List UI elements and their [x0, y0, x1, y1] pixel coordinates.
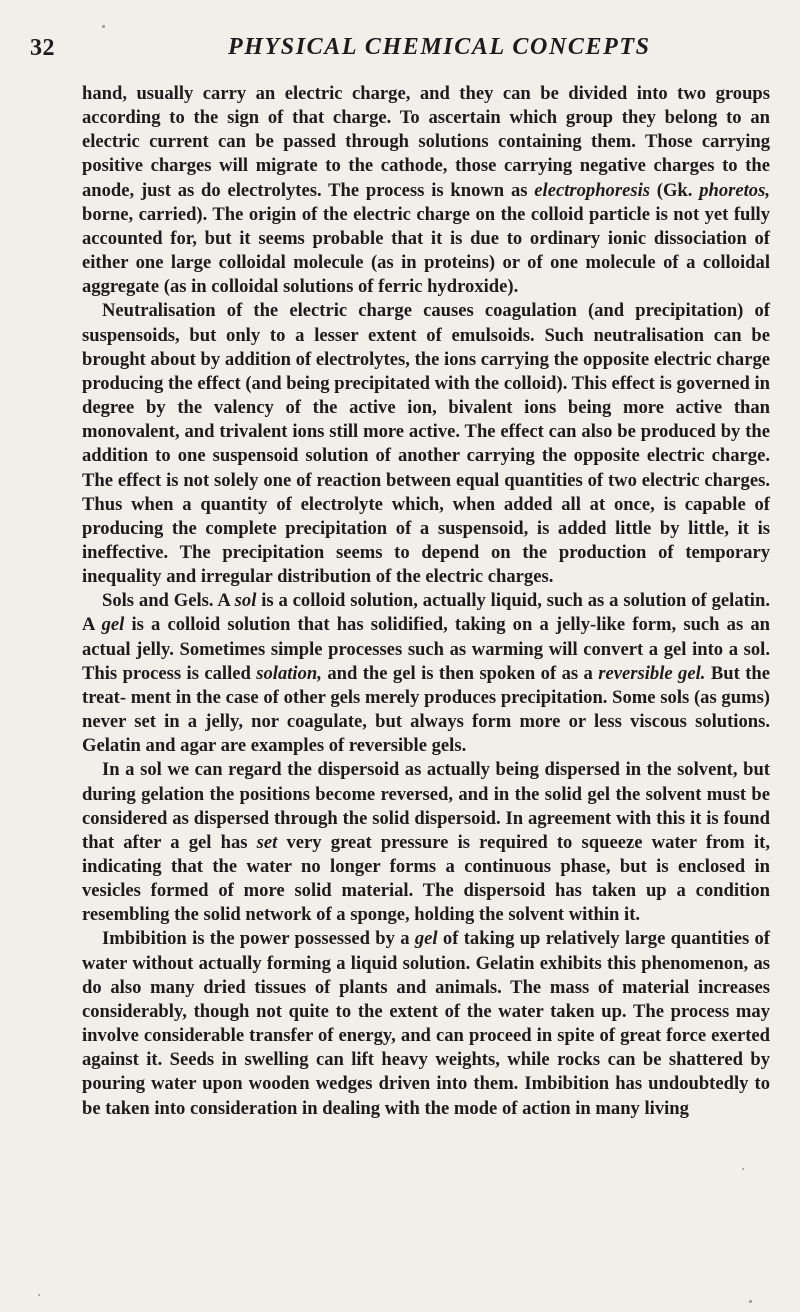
run-in-heading: Sols and Gels. — [102, 590, 214, 612]
text-run: of taking up relatively large quantities of water without actually forming a liquid solution. Gelatin exhibits this phenomenon, as do also many dried tissues of plants and animals. The mass of material increases considerably, though not quite to the extent of the water taken up. The process may involve considerable transfer of energy, and can proceed in spite of great force exerted against it. Seeds in swelling can lift heavy weights, while rocks can be shattered by pouring water upon wooden wedges driven into them. Imbibition has undoubtedly to be taken into consideration in dealing with the mode of action in many living — [82, 928, 770, 1119]
paragraph — [82, 758, 770, 927]
paragraph — [82, 589, 770, 758]
italic-term: solation, — [256, 662, 322, 684]
print-speck — [102, 25, 105, 28]
italic-term: phoretos, — [699, 179, 770, 201]
italic-term: set — [256, 831, 278, 853]
print-speck — [742, 1168, 744, 1170]
paragraph — [82, 299, 770, 589]
text-run: But the treat- ment in the case of other gels merely produces precipitation. Some sols (as gums) never set in a jelly, nor coagulate, but always form more or less viscous solutions. Gelatin and agar are examples of reversible gels. — [82, 662, 770, 757]
text-run: is a colloid solution, actually liquid, such as a solution of gelatin. A — [82, 590, 770, 636]
text-run: is the power possessed by a — [186, 928, 415, 950]
italic-term: reversible gel. — [598, 662, 706, 684]
italic-term: gel — [414, 928, 438, 950]
text-run: is a colloid solution that has solidified, taking on a jelly-like form, such as an actual jelly. Sometimes simple processes such as warming will convert a gel into a sol. This process is called — [82, 614, 770, 684]
text-run: borne, carried). The origin of the electric charge on the colloid particle is not yet fully accounted for, but it seems probable that it is due to ordinary ionic dissociation of either one large colloidal molecule (as in proteins) or of one molecule of a colloidal aggregate (as in colloidal solutions of ferric hydroxide). — [82, 203, 770, 298]
paragraph — [82, 82, 770, 299]
paragraph — [82, 927, 770, 1120]
text-run: A — [213, 590, 235, 612]
page-number: 32 — [30, 35, 55, 61]
text-run: very great pressure is required to squeeze water from it, indicating that the water no longer forms a continuous phase, but is enclosed in vesicles formed of more solid material. The dispersoid has taken up a condition resembling the solid network of a sponge, holding the solvent within it. — [82, 831, 770, 926]
run-in-heading: Imbibition — [102, 928, 187, 950]
page-header — [0, 28, 800, 68]
text-run: hand, usually carry an electric charge, and they can be divided into two groups according to the sign of that charge. To ascertain which group they belong to an electric current can be passed through solutions containing them. Those carrying positive charges will migrate to the cathode, those carrying negative charges to the anode, just as do electrolytes. The process is known as — [82, 83, 770, 201]
body-text — [82, 82, 770, 1121]
italic-term: electrophoresis — [534, 179, 650, 201]
print-speck — [38, 1294, 40, 1296]
text-run: and the gel is then spoken of as a — [321, 662, 599, 684]
italic-term: sol — [234, 590, 257, 612]
text-run: (Gk. — [649, 179, 700, 201]
running-head: PHYSICAL CHEMICAL CONCEPTS — [228, 34, 651, 60]
print-speck — [749, 1300, 752, 1303]
text-run: Neutralisation of the electric charge causes coagulation (and precipitation) of suspensoids, but only to a lesser extent of emulsoids. Such neutralisation can be brought about by addition of electrolytes, the ions carrying the opposite electric charge producing the effect (and being precipitated with the colloid). This effect is governed in degree by the valency of the active ion, bivalent ions being more active than monovalent, and trivalent ions still more active. The effect can also be produced by the addition to one suspensoid solution of another carrying the opposite electric charge. The effect is not solely one of reaction between equal quantities of two electric charges. Thus when a quantity of electrolyte which, when added all at once, is capable of producing the complete precipitation of a suspensoid, is added little by little, it is ineffective. The precipitation seems to depend on the production of temporary inequality and irregular distribution of the electric charges. — [82, 300, 770, 588]
italic-term: gel — [101, 614, 125, 636]
text-run: In a sol we can regard the dispersoid as actually being dispersed in the solvent, but during gelation the positions become reversed, and in the solid gel the solvent must be considered as dispersed through the solid dispersoid. In agreement with this it is found that after a gel has — [82, 759, 770, 853]
